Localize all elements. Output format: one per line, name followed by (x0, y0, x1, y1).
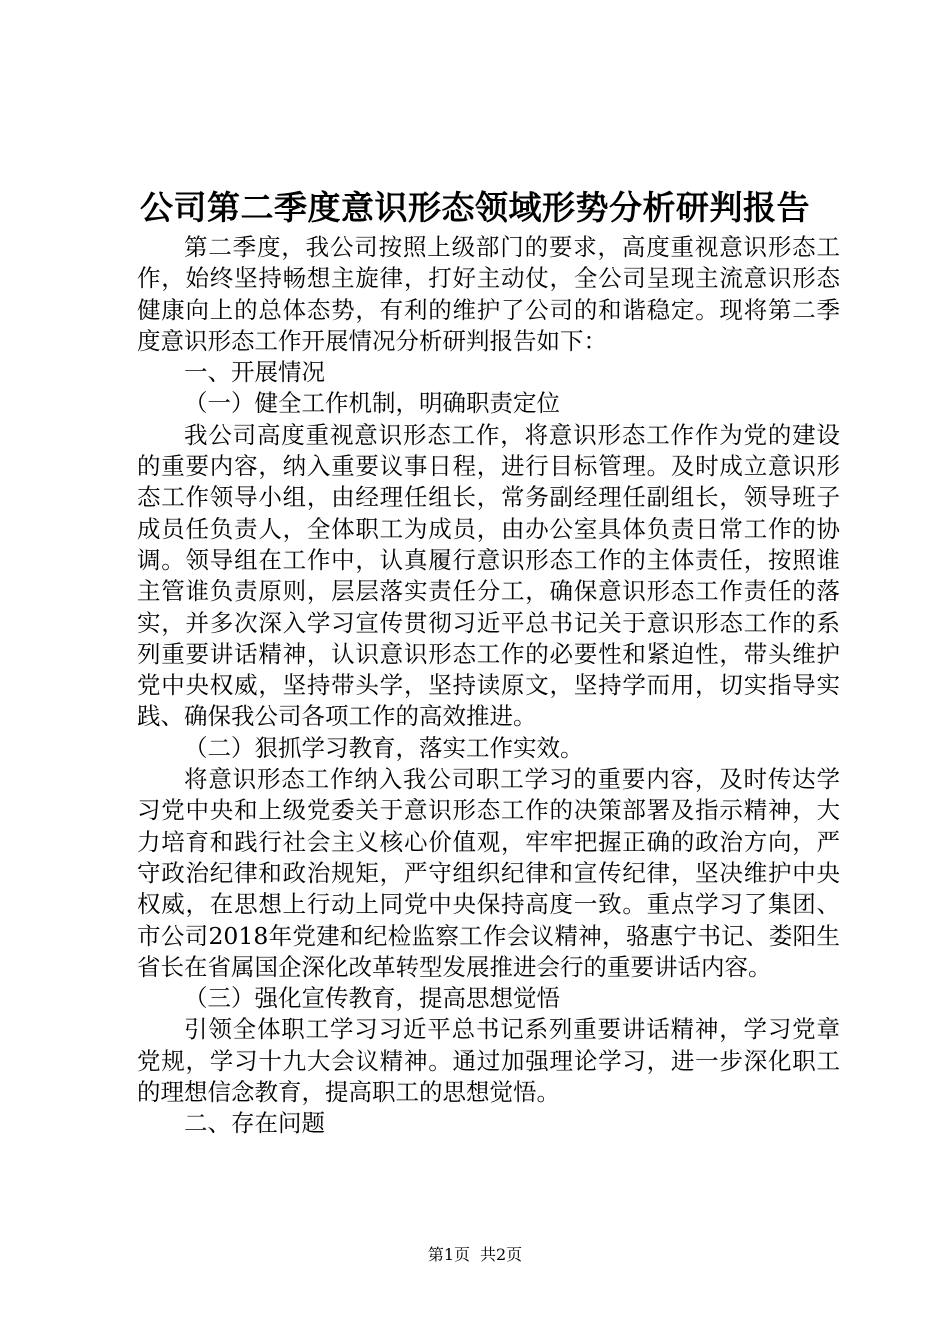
subsection-heading-3: （三）强化宣传教育，提高思想觉悟 (184, 984, 560, 1013)
subsection-heading-1: （一）健全工作机制，明确职责定位 (184, 389, 560, 418)
section-heading-2: 二、存在问题 (184, 1109, 325, 1138)
subsection-paragraph-1: 我公司高度重视意识形态工作，将意识形态工作作为党的建设的重要内容，纳入重要议事日程，进行目标管理。及时成立意识形态工作领导小组，由经理任组长，常务副经理任副组长，领导班子成员任负责人，全体职工为成员，由办公室具体负责日常工作的协调。领导组在工作中，认真履行意识形态工作的主体责任，按照谁主管谁负责原则，层层落实责任分工，确保意识形态工作责任的落实，并多次深入学习宣传贯彻习近平总书记关于意识形态工作的系列重要讲话精神，认识意识形态工作的必要性和紧迫性，带头维护党中央权威，坚持带头学，坚持读原文，坚持学而用，切实指导实践、确保我公司各项工作的高效推进。 (137, 420, 840, 731)
subsection-paragraph-3: 引领全体职工学习习近平总书记系列重要讲话精神，学习党章党规，学习十九大会议精神。通过加强理论学习，进一步深化职工的理想信念教育，提高职工的思想觉悟。 (137, 1015, 840, 1107)
document-title: 公司第二季度意识形态领域形势分析研判报告 (140, 188, 810, 227)
page-total: 共2页 (480, 1245, 523, 1264)
document-body (137, 232, 840, 1140)
intro-paragraph: 第二季度，我公司按照上级部门的要求，高度重视意识形态工作，始终坚持畅想主旋律，打好主动仗，全公司呈现主流意识形态健康向上的总体态势，有利的维护了公司的和谐稳定。现将第二季度意识形态工作开展情况分析研判报告如下： (137, 233, 840, 355)
page-number: 第1页 (427, 1245, 470, 1264)
subsection-heading-2: （二）狠抓学习教育，落实工作实效。 (184, 733, 584, 762)
subsection-paragraph-2: 将意识形态工作纳入我公司职工学习的重要内容，及时传达学习党中央和上级党委关于意识形态工作的决策部署及指示精神，大力培育和践行社会主义核心价值观，牢牢把握正确的政治方向，严守政治纪律和政治规矩，严守组织纪律和宣传纪律，坚决维护中央权威，在思想上行动上同党中央保持高度一致。重点学习了集团、市公司2018年党建和纪检监察工作会议精神，骆惠宁书记、娄阳生省长在省属国企深化改革转型发展推进会行的重要讲话内容。 (137, 765, 840, 981)
page-footer (0, 1244, 950, 1266)
section-heading-1: 一、开展情况 (184, 358, 325, 387)
